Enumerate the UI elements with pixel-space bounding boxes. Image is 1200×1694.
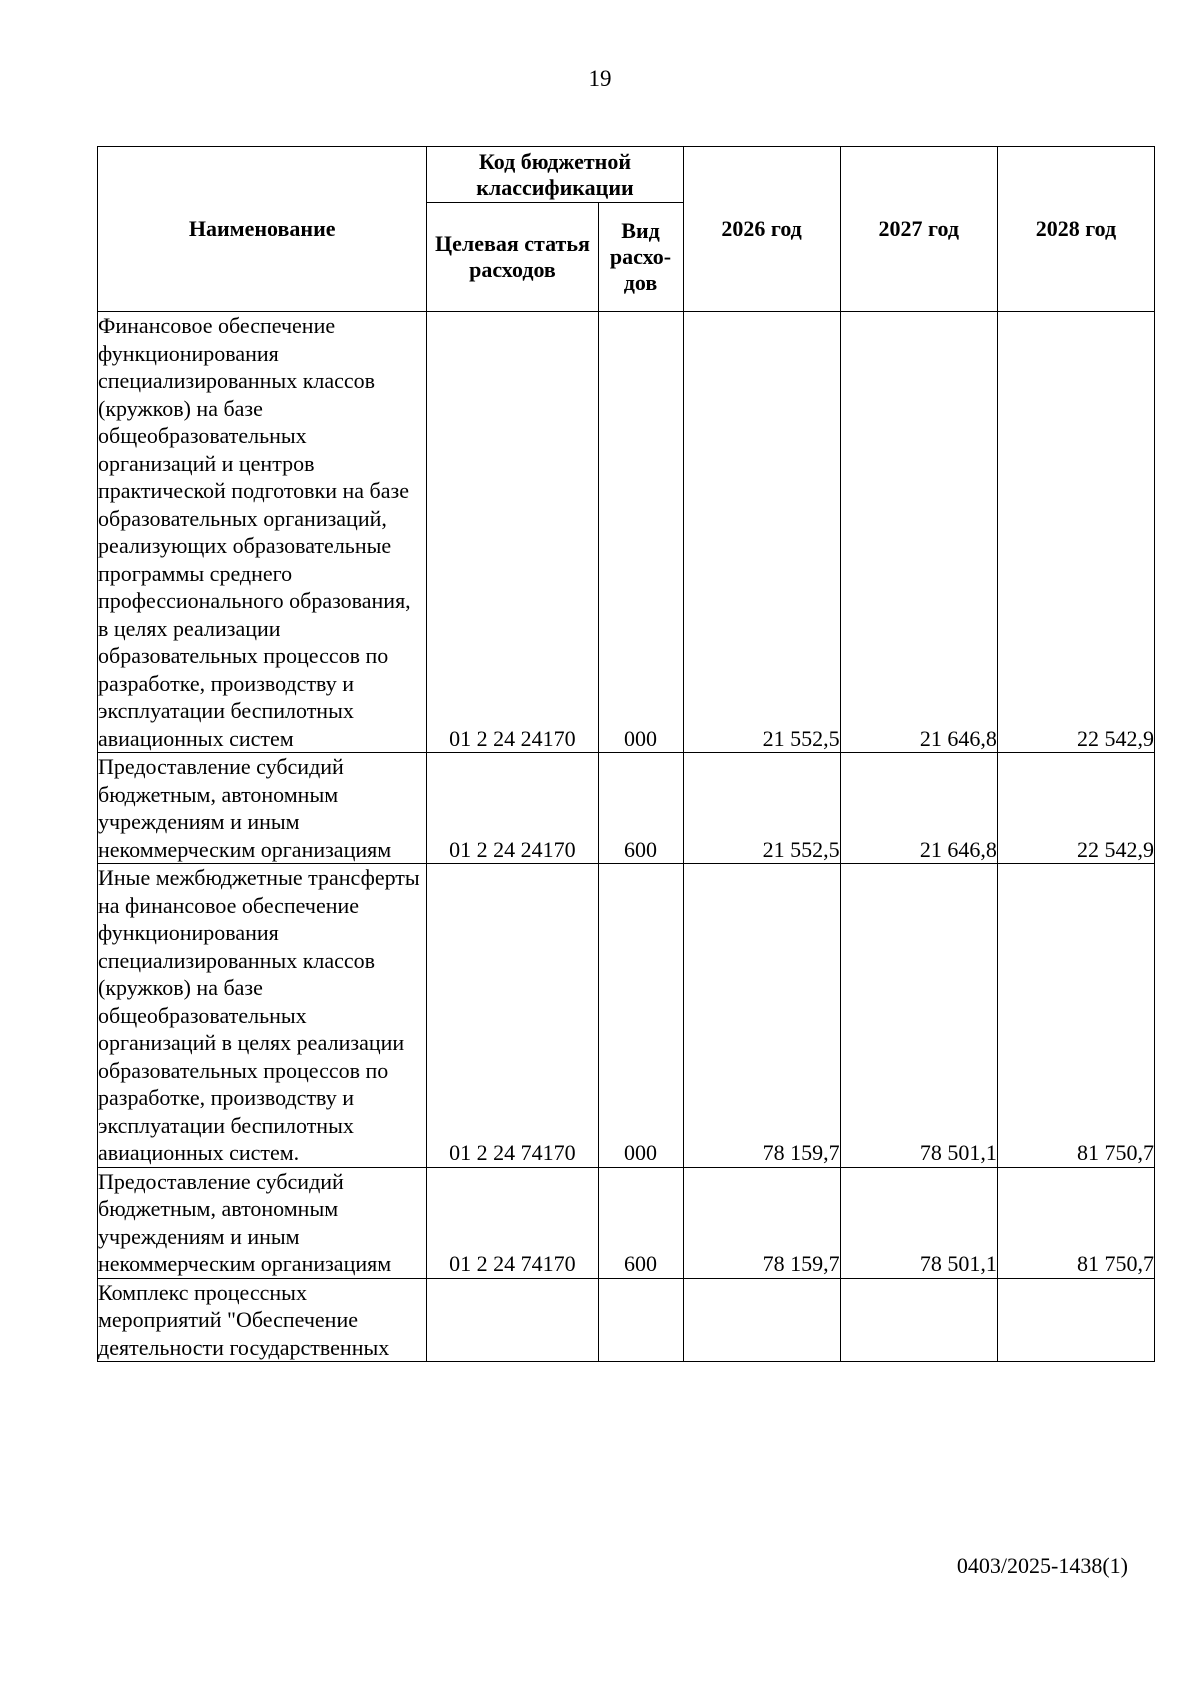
header-kbk: Код бюджетной классификации bbox=[427, 147, 683, 203]
header-target-article: Целевая статья расходов bbox=[427, 203, 598, 312]
row-value-2026: 78 159,7 bbox=[683, 864, 840, 1168]
row-value-2027: 78 501,1 bbox=[840, 1167, 997, 1278]
row-name: Финансовое обеспечение функционирования специализированных классов (кружков) на базе общеобразовательных организаций и центров практической подготовки на базе образовательных организаций, реализующих образовательные программы среднего профессионального образования, в целях реализации образовательных процессов по разработке, производству и эксплуатации беспилотных авиационных систем bbox=[98, 312, 427, 753]
header-name: Наименование bbox=[98, 147, 427, 312]
page-number: 19 bbox=[588, 66, 612, 91]
row-name: Иные межбюджетные трансферты на финансовое обеспечение функционирования специализированных классов (кружков) на базе общеобразовательных организаций в целях реализации образовательных процессов по разработке, производству и эксплуатации беспилотных авиационных систем. bbox=[98, 864, 427, 1168]
row-name: Комплекс процессных мероприятий "Обеспечение деятельности государственных bbox=[98, 1278, 427, 1362]
row-value-2027 bbox=[840, 1278, 997, 1362]
header-expense-type: Вид расхо-дов bbox=[598, 203, 683, 312]
row-expense-type: 000 bbox=[598, 312, 683, 753]
table-header bbox=[98, 147, 1155, 312]
row-target-article: 01 2 24 74170 bbox=[427, 864, 598, 1168]
row-value-2027: 78 501,1 bbox=[840, 864, 997, 1168]
row-value-2028 bbox=[997, 1278, 1154, 1362]
row-expense-type: 000 bbox=[598, 864, 683, 1168]
table-row bbox=[98, 753, 1155, 864]
row-name: Предоставление субсидий бюджетным, автономным учреждениям и иным некоммерческим организациям bbox=[98, 1167, 427, 1278]
header-year-2026: 2026 год bbox=[683, 147, 840, 312]
document-number: 0403/2025-1438(1) bbox=[956, 1553, 1128, 1578]
row-expense-type: 600 bbox=[598, 753, 683, 864]
row-value-2028: 81 750,7 bbox=[997, 1167, 1154, 1278]
row-target-article: 01 2 24 74170 bbox=[427, 1167, 598, 1278]
table-body bbox=[98, 312, 1155, 1362]
row-value-2027: 21 646,8 bbox=[840, 312, 997, 753]
row-value-2026: 21 552,5 bbox=[683, 312, 840, 753]
row-value-2028: 81 750,7 bbox=[997, 864, 1154, 1168]
row-value-2026 bbox=[683, 1278, 840, 1362]
table-row bbox=[98, 864, 1155, 1168]
table-row bbox=[98, 1167, 1155, 1278]
row-target-article: 01 2 24 24170 bbox=[427, 312, 598, 753]
row-expense-type: 600 bbox=[598, 1167, 683, 1278]
header-year-2028: 2028 год bbox=[997, 147, 1154, 312]
row-value-2028: 22 542,9 bbox=[997, 312, 1154, 753]
row-expense-type bbox=[598, 1278, 683, 1362]
table-row bbox=[98, 1278, 1155, 1362]
row-target-article bbox=[427, 1278, 598, 1362]
budget-table bbox=[97, 146, 1155, 1362]
header-year-2027: 2027 год bbox=[840, 147, 997, 312]
table-row bbox=[98, 312, 1155, 753]
row-value-2026: 21 552,5 bbox=[683, 753, 840, 864]
row-value-2028: 22 542,9 bbox=[997, 753, 1154, 864]
row-target-article: 01 2 24 24170 bbox=[427, 753, 598, 864]
row-value-2026: 78 159,7 bbox=[683, 1167, 840, 1278]
row-value-2027: 21 646,8 bbox=[840, 753, 997, 864]
row-name: Предоставление субсидий бюджетным, автономным учреждениям и иным некоммерческим организациям bbox=[98, 753, 427, 864]
